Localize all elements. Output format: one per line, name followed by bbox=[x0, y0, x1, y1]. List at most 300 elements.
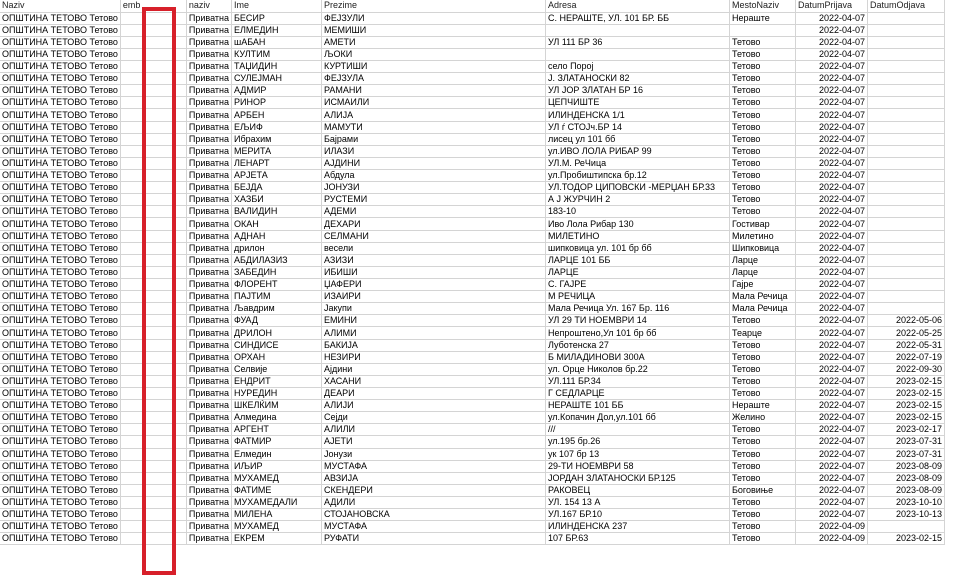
cell-mesto[interactable] bbox=[730, 24, 796, 36]
cell-adresa[interactable]: ул.Копачин Дол,ул.101 бб bbox=[546, 412, 730, 424]
cell-mesto[interactable]: Тетово bbox=[730, 133, 796, 145]
cell-ime[interactable]: КУЛТИМ bbox=[232, 48, 322, 60]
header-emb[interactable]: emb bbox=[120, 0, 186, 12]
cell-mesto[interactable]: Тетово bbox=[730, 375, 796, 387]
cell-ime[interactable]: БЕЈДА bbox=[232, 182, 322, 194]
cell-adresa[interactable]: Лубoтенска 27 bbox=[546, 339, 730, 351]
cell-naziv-type[interactable]: Приватна bbox=[186, 339, 231, 351]
cell-naziv[interactable]: ОПШТИНА ТЕТОВО Тетово bbox=[0, 521, 120, 533]
cell-datum-odjava[interactable]: 2023-10-13 bbox=[868, 509, 945, 521]
cell-datum-prijava[interactable]: 2022-04-07 bbox=[796, 279, 868, 291]
cell-naziv[interactable]: ОПШТИНА ТЕТОВО Тетово bbox=[0, 218, 120, 230]
cell-prezime[interactable]: РУСТЕМИ bbox=[322, 194, 546, 206]
cell-datum-odjava[interactable] bbox=[868, 242, 945, 254]
cell-adresa[interactable]: УЛ.М. РеЧица bbox=[546, 157, 730, 169]
cell-naziv[interactable]: ОПШТИНА ТЕТОВО Тетово bbox=[0, 170, 120, 182]
cell-adresa[interactable]: ЦЕПЧИШТЕ bbox=[546, 97, 730, 109]
cell-naziv-type[interactable]: Приватна bbox=[186, 472, 231, 484]
cell-prezime[interactable]: МУСТАФА bbox=[322, 460, 546, 472]
cell-adresa[interactable]: село Порој bbox=[546, 61, 730, 73]
cell-adresa[interactable]: Иво Лола Рибар 130 bbox=[546, 218, 730, 230]
cell-adresa[interactable] bbox=[546, 48, 730, 60]
cell-prezime[interactable]: Ајдини bbox=[322, 363, 546, 375]
cell-datum-prijava[interactable]: 2022-04-07 bbox=[796, 157, 868, 169]
cell-ime[interactable]: ЗАБЕДИН bbox=[232, 266, 322, 278]
cell-naziv-type[interactable]: Приватна bbox=[186, 145, 231, 157]
cell-ime[interactable]: МУХАМЕД bbox=[232, 521, 322, 533]
cell-prezime[interactable]: АВЗИЈА bbox=[322, 472, 546, 484]
cell-mesto[interactable]: Тетово bbox=[730, 472, 796, 484]
cell-naziv[interactable]: ОПШТИНА ТЕТОВО Тетово bbox=[0, 496, 120, 508]
cell-ime[interactable]: БЕСИР bbox=[232, 12, 322, 24]
cell-naziv-type[interactable]: Приватна bbox=[186, 97, 231, 109]
cell-datum-prijava[interactable]: 2022-04-07 bbox=[796, 121, 868, 133]
cell-naziv-type[interactable]: Приватна bbox=[186, 85, 231, 97]
cell-prezime[interactable]: ИБИШИ bbox=[322, 266, 546, 278]
cell-ime[interactable]: Љавдрим bbox=[232, 303, 322, 315]
cell-adresa[interactable]: С. ГАЈРЕ bbox=[546, 279, 730, 291]
cell-naziv[interactable]: ОПШТИНА ТЕТОВО Тетово bbox=[0, 363, 120, 375]
cell-naziv[interactable]: ОПШТИНА ТЕТОВО Тетово bbox=[0, 254, 120, 266]
cell-adresa[interactable]: ЛАРЦЕ 101 ББ bbox=[546, 254, 730, 266]
cell-prezime[interactable]: АДИЛИ bbox=[322, 496, 546, 508]
cell-prezime[interactable]: АЛИЈИ bbox=[322, 400, 546, 412]
cell-naziv-type[interactable]: Приватна bbox=[186, 266, 231, 278]
cell-naziv[interactable]: ОПШТИНА ТЕТОВО Тетово bbox=[0, 266, 120, 278]
cell-ime[interactable]: ЕЉИФ bbox=[232, 121, 322, 133]
cell-prezime[interactable]: АЗИЗИ bbox=[322, 254, 546, 266]
cell-naziv[interactable]: ОПШТИНА ТЕТОВО Тетово bbox=[0, 484, 120, 496]
cell-mesto[interactable]: Тетово bbox=[730, 36, 796, 48]
cell-datum-prijava[interactable]: 2022-04-07 bbox=[796, 351, 868, 363]
cell-mesto[interactable]: Тетово bbox=[730, 85, 796, 97]
cell-datum-odjava[interactable]: 2023-07-31 bbox=[868, 448, 945, 460]
cell-adresa[interactable]: ул.ИВО ЛОЛА РИБАР 99 bbox=[546, 145, 730, 157]
cell-datum-prijava[interactable]: 2022-04-07 bbox=[796, 472, 868, 484]
cell-mesto[interactable]: Тетово bbox=[730, 533, 796, 545]
cell-datum-prijava[interactable]: 2022-04-07 bbox=[796, 448, 868, 460]
cell-ime[interactable]: ОКАН bbox=[232, 218, 322, 230]
cell-adresa[interactable]: РАКОВЕЦ bbox=[546, 484, 730, 496]
cell-naziv[interactable]: ОПШТИНА ТЕТОВО Тетово bbox=[0, 315, 120, 327]
cell-prezime[interactable]: МУСТАФА bbox=[322, 521, 546, 533]
cell-adresa[interactable]: М РЕЧИЦА bbox=[546, 291, 730, 303]
cell-mesto[interactable]: Тетово bbox=[730, 521, 796, 533]
cell-naziv-type[interactable]: Приватна bbox=[186, 61, 231, 73]
cell-prezime[interactable]: БАКИЈА bbox=[322, 339, 546, 351]
cell-naziv[interactable]: ОПШТИНА ТЕТОВО Тетово bbox=[0, 436, 120, 448]
cell-mesto[interactable]: Ларце bbox=[730, 254, 796, 266]
cell-naziv-type[interactable]: Приватна bbox=[186, 36, 231, 48]
cell-datum-prijava[interactable]: 2022-04-07 bbox=[796, 291, 868, 303]
cell-mesto[interactable]: Боговиње bbox=[730, 484, 796, 496]
cell-mesto[interactable]: Тетово bbox=[730, 315, 796, 327]
cell-prezime[interactable]: ХАСАНИ bbox=[322, 375, 546, 387]
cell-mesto[interactable]: Тетово bbox=[730, 496, 796, 508]
cell-adresa[interactable]: Непроштено,Ул 101 бр бб bbox=[546, 327, 730, 339]
cell-ime[interactable]: ИЉИР bbox=[232, 460, 322, 472]
cell-naziv-type[interactable]: Приватна bbox=[186, 315, 231, 327]
cell-mesto[interactable]: Тетово bbox=[730, 121, 796, 133]
cell-naziv-type[interactable]: Приватна bbox=[186, 448, 231, 460]
cell-naziv[interactable]: ОПШТИНА ТЕТОВО Тетово bbox=[0, 400, 120, 412]
cell-datum-prijava[interactable]: 2022-04-07 bbox=[796, 230, 868, 242]
cell-prezime[interactable]: АЈЕТИ bbox=[322, 436, 546, 448]
cell-ime[interactable]: ВАЛИДИН bbox=[232, 206, 322, 218]
cell-naziv-type[interactable]: Приватна bbox=[186, 496, 231, 508]
cell-datum-prijava[interactable]: 2022-04-07 bbox=[796, 327, 868, 339]
cell-mesto[interactable]: Мала Речица bbox=[730, 303, 796, 315]
cell-ime[interactable]: ЕЛМЕДИН bbox=[232, 24, 322, 36]
cell-datum-prijava[interactable]: 2022-04-07 bbox=[796, 109, 868, 121]
header-naziv[interactable]: Naziv bbox=[0, 0, 120, 12]
cell-adresa[interactable]: шипковица ул. 101 бр бб bbox=[546, 242, 730, 254]
cell-mesto[interactable]: Тетово bbox=[730, 61, 796, 73]
cell-ime[interactable]: МЕРИТА bbox=[232, 145, 322, 157]
cell-adresa[interactable]: Ј. ЗЛАТАНОСКИ 82 bbox=[546, 73, 730, 85]
cell-datum-odjava[interactable]: 2022-09-30 bbox=[868, 363, 945, 375]
cell-prezime[interactable]: весели bbox=[322, 242, 546, 254]
cell-naziv[interactable]: ОПШТИНА ТЕТОВО Тетово bbox=[0, 303, 120, 315]
cell-mesto[interactable]: Тетово bbox=[730, 109, 796, 121]
cell-naziv-type[interactable]: Приватна bbox=[186, 170, 231, 182]
cell-naziv[interactable]: ОПШТИНА ТЕТОВО Тетово bbox=[0, 291, 120, 303]
cell-ime[interactable]: ЕКРЕМ bbox=[232, 533, 322, 545]
cell-datum-odjava[interactable]: 2023-08-09 bbox=[868, 484, 945, 496]
cell-datum-odjava[interactable]: 2023-08-09 bbox=[868, 460, 945, 472]
cell-naziv[interactable]: ОПШТИНА ТЕТОВО Тетово bbox=[0, 472, 120, 484]
cell-datum-odjava[interactable]: 2023-10-10 bbox=[868, 496, 945, 508]
cell-datum-odjava[interactable] bbox=[868, 279, 945, 291]
cell-mesto[interactable]: Тетово bbox=[730, 460, 796, 472]
cell-naziv[interactable]: ОПШТИНА ТЕТОВО Тетово bbox=[0, 48, 120, 60]
cell-prezime[interactable]: Јонузи bbox=[322, 448, 546, 460]
cell-datum-odjava[interactable] bbox=[868, 266, 945, 278]
cell-adresa[interactable]: 107 БР.63 bbox=[546, 533, 730, 545]
cell-mesto[interactable]: Тетово bbox=[730, 424, 796, 436]
cell-ime[interactable]: ХАЗБИ bbox=[232, 194, 322, 206]
cell-datum-odjava[interactable] bbox=[868, 291, 945, 303]
cell-datum-prijava[interactable]: 2022-04-09 bbox=[796, 533, 868, 545]
cell-adresa[interactable]: УЛ.ТОДОР ЦИПОВСКИ -МЕРЏАН БР.33 bbox=[546, 182, 730, 194]
cell-naziv-type[interactable]: Приватна bbox=[186, 279, 231, 291]
cell-naziv-type[interactable]: Приватна bbox=[186, 73, 231, 85]
cell-ime[interactable]: ДРИЛОН bbox=[232, 327, 322, 339]
cell-mesto[interactable]: Теарце bbox=[730, 327, 796, 339]
cell-prezime[interactable]: ЉОКИ bbox=[322, 48, 546, 60]
cell-datum-prijava[interactable]: 2022-04-07 bbox=[796, 61, 868, 73]
cell-adresa[interactable]: МИЛЕТИНО bbox=[546, 230, 730, 242]
cell-ime[interactable]: ЕНДРИТ bbox=[232, 375, 322, 387]
cell-datum-prijava[interactable]: 2022-04-07 bbox=[796, 363, 868, 375]
cell-prezime[interactable]: ИЗАИРИ bbox=[322, 291, 546, 303]
cell-prezime[interactable]: ЏАФЕРИ bbox=[322, 279, 546, 291]
cell-datum-odjava[interactable]: 2023-02-17 bbox=[868, 424, 945, 436]
cell-datum-prijava[interactable]: 2022-04-07 bbox=[796, 73, 868, 85]
cell-datum-odjava[interactable] bbox=[868, 97, 945, 109]
cell-ime[interactable]: АДНАН bbox=[232, 230, 322, 242]
cell-naziv-type[interactable]: Приватна bbox=[186, 521, 231, 533]
cell-naziv-type[interactable]: Приватна bbox=[186, 230, 231, 242]
cell-datum-prijava[interactable]: 2022-04-07 bbox=[796, 303, 868, 315]
cell-adresa[interactable]: Мала Речица Ул. 167 Бр. 116 bbox=[546, 303, 730, 315]
cell-mesto[interactable]: Тетово bbox=[730, 48, 796, 60]
cell-naziv-type[interactable]: Приватна bbox=[186, 375, 231, 387]
cell-ime[interactable]: Селвије bbox=[232, 363, 322, 375]
cell-naziv-type[interactable]: Приватна bbox=[186, 533, 231, 545]
cell-naziv[interactable]: ОПШТИНА ТЕТОВО Тетово bbox=[0, 121, 120, 133]
cell-naziv-type[interactable]: Приватна bbox=[186, 351, 231, 363]
cell-datum-odjava[interactable] bbox=[868, 206, 945, 218]
cell-mesto[interactable]: Тетово bbox=[730, 182, 796, 194]
cell-adresa[interactable]: УЛ 29 ТИ НОЕМВРИ 14 bbox=[546, 315, 730, 327]
cell-ime[interactable]: Ибрахим bbox=[232, 133, 322, 145]
cell-ime[interactable]: дрилон bbox=[232, 242, 322, 254]
cell-mesto[interactable]: Тетово bbox=[730, 448, 796, 460]
cell-datum-prijava[interactable]: 2022-04-07 bbox=[796, 206, 868, 218]
header-naziv-type[interactable]: naziv bbox=[186, 0, 231, 12]
cell-mesto[interactable]: Тетово bbox=[730, 509, 796, 521]
cell-datum-prijava[interactable]: 2022-04-07 bbox=[796, 36, 868, 48]
cell-datum-prijava[interactable]: 2022-04-07 bbox=[796, 484, 868, 496]
cell-datum-odjava[interactable]: 2022-05-25 bbox=[868, 327, 945, 339]
cell-datum-prijava[interactable]: 2022-04-07 bbox=[796, 400, 868, 412]
cell-prezime[interactable]: ЕМИНИ bbox=[322, 315, 546, 327]
cell-naziv-type[interactable]: Приватна bbox=[186, 157, 231, 169]
cell-mesto[interactable]: Тетово bbox=[730, 388, 796, 400]
cell-adresa[interactable]: УЛ.167 БР.10 bbox=[546, 509, 730, 521]
cell-naziv-type[interactable]: Приватна bbox=[186, 12, 231, 24]
cell-mesto[interactable]: Тетово bbox=[730, 194, 796, 206]
cell-mesto[interactable]: Шипковица bbox=[730, 242, 796, 254]
cell-naziv[interactable]: ОПШТИНА ТЕТОВО Тетово bbox=[0, 12, 120, 24]
cell-naziv[interactable]: ОПШТИНА ТЕТОВО Тетово bbox=[0, 73, 120, 85]
cell-datum-odjava[interactable] bbox=[868, 12, 945, 24]
cell-naziv[interactable]: ОПШТИНА ТЕТОВО Тетово bbox=[0, 279, 120, 291]
cell-naziv[interactable]: ОПШТИНА ТЕТОВО Тетово bbox=[0, 36, 120, 48]
cell-datum-odjava[interactable] bbox=[868, 133, 945, 145]
cell-datum-odjava[interactable] bbox=[868, 36, 945, 48]
cell-datum-odjava[interactable]: 2023-07-31 bbox=[868, 436, 945, 448]
cell-naziv-type[interactable]: Приватна bbox=[186, 182, 231, 194]
cell-mesto[interactable]: Нераште bbox=[730, 12, 796, 24]
cell-datum-odjava[interactable] bbox=[868, 73, 945, 85]
cell-naziv-type[interactable]: Приватна bbox=[186, 218, 231, 230]
cell-datum-odjava[interactable]: 2023-02-15 bbox=[868, 375, 945, 387]
cell-ime[interactable]: ШКЕЛЌИМ bbox=[232, 400, 322, 412]
cell-mesto[interactable]: Тетово bbox=[730, 206, 796, 218]
cell-prezime[interactable]: МАМУТИ bbox=[322, 121, 546, 133]
cell-naziv-type[interactable]: Приватна bbox=[186, 121, 231, 133]
cell-naziv-type[interactable]: Приватна bbox=[186, 424, 231, 436]
cell-adresa[interactable]: УЛ. 154 13 А bbox=[546, 496, 730, 508]
cell-ime[interactable]: АРБЕН bbox=[232, 109, 322, 121]
cell-naziv[interactable]: ОПШТИНА ТЕТОВО Тетово bbox=[0, 375, 120, 387]
cell-prezime[interactable]: КУРТИШИ bbox=[322, 61, 546, 73]
header-datum-odjava[interactable]: DatumOdjava bbox=[868, 0, 945, 12]
cell-ime[interactable]: ФЛОРЕНТ bbox=[232, 279, 322, 291]
cell-datum-prijava[interactable]: 2022-04-07 bbox=[796, 145, 868, 157]
cell-naziv[interactable]: ОПШТИНА ТЕТОВО Тетово bbox=[0, 242, 120, 254]
cell-datum-prijava[interactable]: 2022-04-07 bbox=[796, 388, 868, 400]
cell-datum-prijava[interactable]: 2022-04-09 bbox=[796, 521, 868, 533]
cell-datum-odjava[interactable]: 2022-07-19 bbox=[868, 351, 945, 363]
cell-prezime[interactable]: Сејди bbox=[322, 412, 546, 424]
cell-mesto[interactable]: Тетово bbox=[730, 351, 796, 363]
cell-adresa[interactable]: 183-10 bbox=[546, 206, 730, 218]
cell-mesto[interactable]: Мала Речица bbox=[730, 291, 796, 303]
cell-ime[interactable]: ТАЏИДИН bbox=[232, 61, 322, 73]
cell-ime[interactable]: ФАТИМЕ bbox=[232, 484, 322, 496]
cell-ime[interactable]: ФУАД bbox=[232, 315, 322, 327]
cell-adresa[interactable]: ЈОРДАН ЗЛАТАНОСКИ БР.125 bbox=[546, 472, 730, 484]
header-mesto[interactable]: MestoNaziv bbox=[730, 0, 796, 12]
cell-prezime[interactable]: СКЕНДЕРИ bbox=[322, 484, 546, 496]
cell-naziv[interactable]: ОПШТИНА ТЕТОВО Тетово bbox=[0, 424, 120, 436]
cell-datum-odjava[interactable]: 2023-08-09 bbox=[868, 472, 945, 484]
cell-naziv-type[interactable]: Приватна bbox=[186, 388, 231, 400]
cell-mesto[interactable]: Гајре bbox=[730, 279, 796, 291]
cell-datum-prijava[interactable]: 2022-04-07 bbox=[796, 254, 868, 266]
cell-naziv[interactable]: ОПШТИНА ТЕТОВО Тетово bbox=[0, 448, 120, 460]
cell-prezime[interactable]: МЕМИШИ bbox=[322, 24, 546, 36]
cell-mesto[interactable]: Нераште bbox=[730, 400, 796, 412]
cell-mesto[interactable]: Тетово bbox=[730, 157, 796, 169]
cell-ime[interactable]: АДМИР bbox=[232, 85, 322, 97]
cell-naziv[interactable]: ОПШТИНА ТЕТОВО Тетово bbox=[0, 182, 120, 194]
cell-naziv-type[interactable]: Приватна bbox=[186, 436, 231, 448]
cell-prezime[interactable]: Абдула bbox=[322, 170, 546, 182]
cell-prezime[interactable]: ФЕЈЗУЛИ bbox=[322, 12, 546, 24]
cell-datum-prijava[interactable]: 2022-04-07 bbox=[796, 496, 868, 508]
cell-naziv[interactable]: ОПШТИНА ТЕТОВО Тетово bbox=[0, 339, 120, 351]
cell-naziv[interactable]: ОПШТИНА ТЕТОВО Тетово bbox=[0, 230, 120, 242]
cell-naziv[interactable]: ОПШТИНА ТЕТОВО Тетово bbox=[0, 157, 120, 169]
cell-naziv-type[interactable]: Приватна bbox=[186, 254, 231, 266]
cell-datum-odjava[interactable] bbox=[868, 230, 945, 242]
cell-prezime[interactable]: ЈОНУЗИ bbox=[322, 182, 546, 194]
cell-datum-odjava[interactable]: 2023-02-15 bbox=[868, 412, 945, 424]
cell-ime[interactable]: СИНДИСЕ bbox=[232, 339, 322, 351]
cell-naziv[interactable]: ОПШТИНА ТЕТОВО Тетово bbox=[0, 85, 120, 97]
cell-adresa[interactable]: Б МИЛАДИНОВИ 300А bbox=[546, 351, 730, 363]
cell-prezime[interactable]: РУФАТИ bbox=[322, 533, 546, 545]
cell-mesto[interactable]: Желино bbox=[730, 412, 796, 424]
header-ime[interactable]: Ime bbox=[232, 0, 322, 12]
cell-datum-odjava[interactable] bbox=[868, 24, 945, 36]
cell-datum-prijava[interactable]: 2022-04-07 bbox=[796, 48, 868, 60]
cell-adresa[interactable]: ул.Пробиштипска бр.12 bbox=[546, 170, 730, 182]
cell-prezime[interactable]: РАМАНИ bbox=[322, 85, 546, 97]
cell-datum-prijava[interactable]: 2022-04-07 bbox=[796, 412, 868, 424]
cell-datum-odjava[interactable] bbox=[868, 218, 945, 230]
cell-ime[interactable]: СУЛЕЈМАН bbox=[232, 73, 322, 85]
cell-mesto[interactable]: Тетово bbox=[730, 339, 796, 351]
cell-datum-prijava[interactable]: 2022-04-07 bbox=[796, 375, 868, 387]
header-prezime[interactable]: Prezime bbox=[322, 0, 546, 12]
cell-naziv-type[interactable]: Приватна bbox=[186, 206, 231, 218]
cell-datum-prijava[interactable]: 2022-04-07 bbox=[796, 194, 868, 206]
cell-naziv-type[interactable]: Приватна bbox=[186, 291, 231, 303]
cell-datum-odjava[interactable] bbox=[868, 170, 945, 182]
cell-adresa[interactable] bbox=[546, 24, 730, 36]
cell-naziv-type[interactable]: Приватна bbox=[186, 109, 231, 121]
cell-adresa[interactable]: ИЛИНДЕНСКА 1/1 bbox=[546, 109, 730, 121]
cell-ime[interactable]: ЛЕНАРТ bbox=[232, 157, 322, 169]
cell-ime[interactable]: МУХАМЕД bbox=[232, 472, 322, 484]
cell-mesto[interactable]: Тетово bbox=[730, 436, 796, 448]
cell-datum-prijava[interactable]: 2022-04-07 bbox=[796, 97, 868, 109]
cell-datum-odjava[interactable] bbox=[868, 182, 945, 194]
cell-ime[interactable]: МИЛЕНА bbox=[232, 509, 322, 521]
cell-datum-odjava[interactable]: 2022-05-31 bbox=[868, 339, 945, 351]
cell-prezime[interactable]: АЛИЛИ bbox=[322, 424, 546, 436]
header-datum-prijava[interactable]: DatumPrijava bbox=[796, 0, 868, 12]
cell-naziv-type[interactable]: Приватна bbox=[186, 509, 231, 521]
cell-datum-odjava[interactable] bbox=[868, 254, 945, 266]
cell-naziv[interactable]: ОПШТИНА ТЕТОВО Тетово bbox=[0, 24, 120, 36]
cell-ime[interactable]: РИНОР bbox=[232, 97, 322, 109]
cell-naziv[interactable]: ОПШТИНА ТЕТОВО Тетово bbox=[0, 109, 120, 121]
cell-ime[interactable]: ПАЈТИМ bbox=[232, 291, 322, 303]
cell-adresa[interactable]: С. НЕРАШТЕ, УЛ. 101 БР. ББ bbox=[546, 12, 730, 24]
cell-naziv[interactable]: ОПШТИНА ТЕТОВО Тетово bbox=[0, 327, 120, 339]
cell-datum-odjava[interactable]: 2022-05-06 bbox=[868, 315, 945, 327]
cell-adresa[interactable]: /// bbox=[546, 424, 730, 436]
cell-naziv[interactable]: ОПШТИНА ТЕТОВО Тетово bbox=[0, 97, 120, 109]
cell-prezime[interactable]: АЛИЈА bbox=[322, 109, 546, 121]
cell-prezime[interactable]: ДЕАРИ bbox=[322, 388, 546, 400]
cell-naziv[interactable]: ОПШТИНА ТЕТОВО Тетово bbox=[0, 388, 120, 400]
cell-naziv[interactable]: ОПШТИНА ТЕТОВО Тетово bbox=[0, 460, 120, 472]
cell-naziv[interactable]: ОПШТИНА ТЕТОВО Тетово bbox=[0, 351, 120, 363]
cell-datum-prijava[interactable]: 2022-04-07 bbox=[796, 170, 868, 182]
cell-mesto[interactable]: Тетово bbox=[730, 170, 796, 182]
cell-naziv-type[interactable]: Приватна bbox=[186, 327, 231, 339]
cell-adresa[interactable]: УЛ.111 БР.34 bbox=[546, 375, 730, 387]
cell-ime[interactable]: АБДИЛАЗИЗ bbox=[232, 254, 322, 266]
cell-datum-prijava[interactable]: 2022-04-07 bbox=[796, 424, 868, 436]
cell-datum-odjava[interactable] bbox=[868, 85, 945, 97]
cell-adresa[interactable]: ул. Орце Николов бр.22 bbox=[546, 363, 730, 375]
cell-naziv[interactable]: ОПШТИНА ТЕТОВО Тетово bbox=[0, 145, 120, 157]
cell-datum-odjava[interactable] bbox=[868, 109, 945, 121]
cell-datum-odjava[interactable] bbox=[868, 48, 945, 60]
cell-ime[interactable]: МУХАМЕДАЛИ bbox=[232, 496, 322, 508]
cell-naziv-type[interactable]: Приватна bbox=[186, 363, 231, 375]
cell-datum-odjava[interactable] bbox=[868, 121, 945, 133]
cell-prezime[interactable]: АМЕТИ bbox=[322, 36, 546, 48]
cell-prezime[interactable]: НЕЗИРИ bbox=[322, 351, 546, 363]
cell-datum-odjava[interactable] bbox=[868, 145, 945, 157]
cell-prezime[interactable]: ДЕХАРИ bbox=[322, 218, 546, 230]
cell-adresa[interactable]: А Ј ЖУРЧИН 2 bbox=[546, 194, 730, 206]
cell-naziv-type[interactable]: Приватна bbox=[186, 460, 231, 472]
cell-adresa[interactable]: УЛ ѓ СТОЈч.БР 14 bbox=[546, 121, 730, 133]
cell-naziv-type[interactable]: Приватна bbox=[186, 303, 231, 315]
cell-mesto[interactable]: Тетово bbox=[730, 145, 796, 157]
cell-prezime[interactable]: ИСМАИЛИ bbox=[322, 97, 546, 109]
cell-adresa[interactable]: ул.195 бр.26 bbox=[546, 436, 730, 448]
cell-prezime[interactable]: АЛИМИ bbox=[322, 327, 546, 339]
cell-datum-prijava[interactable]: 2022-04-07 bbox=[796, 315, 868, 327]
cell-mesto[interactable]: Тетово bbox=[730, 363, 796, 375]
cell-naziv[interactable]: ОПШТИНА ТЕТОВО Тетово bbox=[0, 509, 120, 521]
cell-naziv-type[interactable]: Приватна bbox=[186, 133, 231, 145]
cell-naziv[interactable]: ОПШТИНА ТЕТОВО Тетово bbox=[0, 412, 120, 424]
cell-ime[interactable]: АРЈЕТА bbox=[232, 170, 322, 182]
cell-datum-prijava[interactable]: 2022-04-07 bbox=[796, 436, 868, 448]
